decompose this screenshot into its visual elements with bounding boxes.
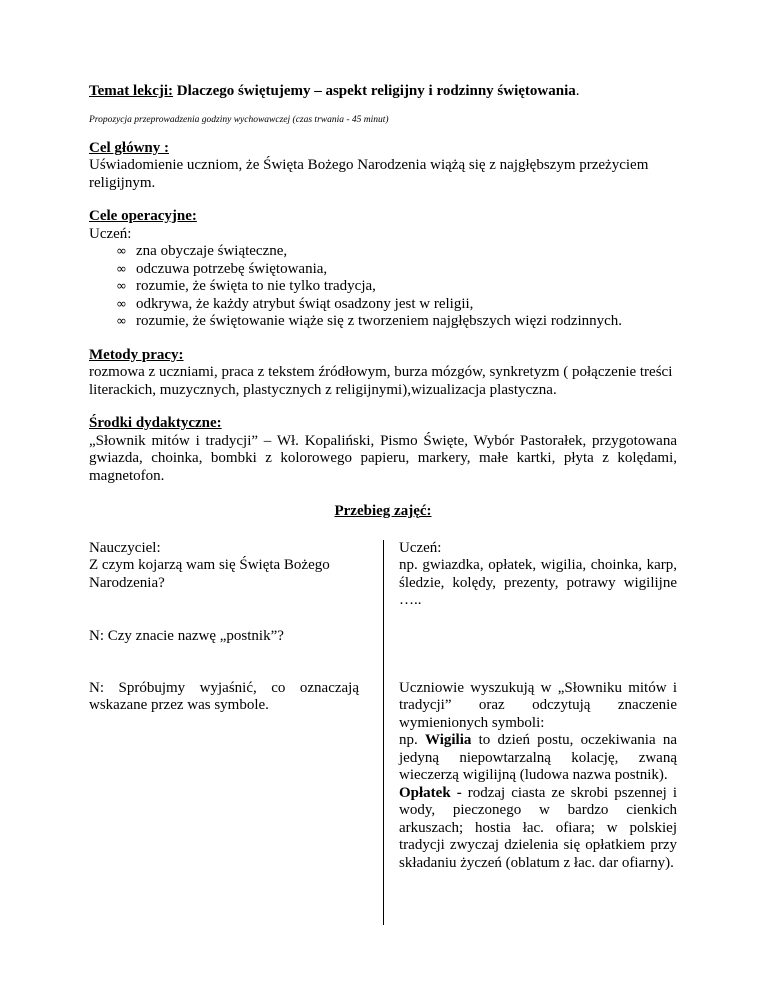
operational-goals-heading: Cele operacyjne: <box>89 208 197 224</box>
main-goal-heading: Cel główny : <box>89 139 169 156</box>
lesson-flow-heading: Przebieg zajęć: <box>334 503 432 519</box>
student-answer-1-text: np. gwiazdka, opłatek, wigilia, choinka, karp, śledzie, kolędy, prezenty, potrawy wigilijne ….. <box>399 557 677 608</box>
wigilia-definition: np. Wigilia to dzień postu, oczekiwania na jedyną niepowtarzalną kolację, zwaną wieczerzą wigilijną (ludowa nazwa postnik). <box>399 732 677 783</box>
main-goal-section <box>89 140 677 193</box>
list-item: ∞ odczuwa potrzebę świętowania, <box>116 260 328 277</box>
column-divider <box>383 540 384 925</box>
document-page <box>89 83 677 925</box>
methods-section <box>89 347 677 400</box>
methods-text: rozmowa z uczniami, praca z tekstem źródłowym, burza mózgów, synkretyzm ( połączenie treści literackich, muzycznych, plastycznych z religijnymi),wizualizacja plastyczna. <box>89 364 673 398</box>
topic-label: Temat lekcji: <box>89 83 174 99</box>
oplatek-definition: Opłatek - rodzaj ciasta ze skrobi pszennej i wody, pieczonego w bardzo cienkich arkuszach; hostia łac. ofiara; w polskiej tradycji zwyczaj dzielenia się opłatkiem przy składaniu życzeń (oblatum z łac. dar ofiarny). <box>399 784 677 871</box>
oplatek-term: Opłatek - <box>399 784 462 801</box>
student-answer-1 <box>399 540 677 610</box>
lesson-subtitle: Propozycja przeprowadzenia godziny wychowawczej (czas trwania - 45 minut) <box>89 114 389 125</box>
operational-goals-intro: Uczeń: <box>89 225 132 242</box>
student-answer-3-text: Uczniowie wyszukują w „Słowniku mitów i tradycji” oraz odczytują znaczenie wymienionych symboli: <box>399 679 677 731</box>
teacher-question-1-text: Z czym kojarzą wam się Święta Bożego Narodzenia? <box>89 557 330 591</box>
student-answer-3 <box>399 680 677 873</box>
teaching-aids-heading: Środki dydaktyczne: <box>89 415 222 431</box>
main-goal-text: Uświadomienie uczniom, że Święta Bożego Narodzenia wiążą się z najgłębszym przeżyciem religijnym. <box>89 157 649 191</box>
methods-heading: Metody pracy: <box>89 346 184 363</box>
teaching-aids-text: „Słownik mitów i tradycji” – Wł. Kopaliński, Pismo Święte, Wybór Pastorałek, przygotowana gwiazda, choinka, bombki z kolorowego papieru, markery, małe kartki, płyta z kolędami, magnetofon. <box>89 432 677 484</box>
wigilia-term: Wigilia <box>424 732 472 748</box>
lesson-flow-table <box>89 540 677 925</box>
teaching-aids-section <box>89 415 677 485</box>
infinity-bullet-icon: ∞ <box>116 314 127 329</box>
operational-goals-section <box>89 208 677 331</box>
list-item: ∞ zna obyczaje świąteczne, <box>116 243 288 259</box>
infinity-bullet-icon: ∞ <box>116 244 127 259</box>
teacher-question-1 <box>89 540 359 593</box>
teacher-question-2: N: Czy znacie nazwę „postnik”? <box>89 627 284 644</box>
teacher-question-3: N: Spróbujmy wyjaśnić, co oznaczają wskazane przez was symbole. <box>89 679 359 713</box>
infinity-bullet-icon: ∞ <box>116 296 127 312</box>
list-item: ∞ rozumie, że świętowanie wiąże się z tworzeniem najgłębszych więzi rodzinnych. <box>116 313 623 329</box>
topic-text: Dlaczego świętujemy – aspekt religijny i rodzinny świętowania <box>173 83 576 99</box>
operational-goals-list <box>89 243 677 331</box>
student-label: Uczeń: <box>399 539 442 556</box>
infinity-bullet-icon: ∞ <box>116 279 127 294</box>
list-item: ∞ rozumie, że święta to nie tylko tradycja, <box>116 278 376 294</box>
lesson-topic <box>89 83 677 101</box>
teacher-label: Nauczyciel: <box>89 539 161 556</box>
list-item: ∞ odkrywa, że każdy atrybut świąt osadzony jest w religii, <box>116 295 474 312</box>
infinity-bullet-icon: ∞ <box>116 261 127 277</box>
topic-end: . <box>575 83 580 99</box>
